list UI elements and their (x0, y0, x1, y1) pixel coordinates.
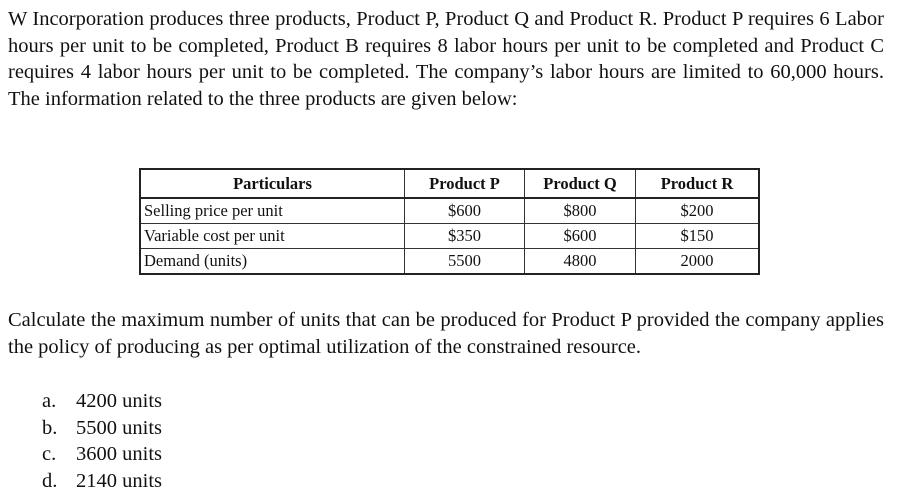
option-text: 4200 units (76, 390, 162, 412)
table-row (140, 198, 759, 224)
option-a (42, 388, 162, 415)
cell-variable-cost-r: $150 (636, 224, 760, 249)
cell-variable-cost-q: $600 (525, 224, 636, 249)
row-label-variable-cost: Variable cost per unit (140, 224, 405, 249)
header-product-r: Product R (636, 169, 760, 198)
cell-selling-price-r: $200 (636, 198, 760, 224)
cell-selling-price-q: $800 (525, 198, 636, 224)
header-particulars: Particulars (140, 169, 405, 198)
option-letter: a. (42, 390, 57, 412)
option-b (42, 415, 162, 442)
header-product-q: Product Q (525, 169, 636, 198)
option-text: 5500 units (76, 416, 162, 439)
option-text: 3600 units (76, 443, 162, 465)
row-label-selling-price: Selling price per unit (140, 198, 405, 224)
row-label-demand: Demand (units) (140, 249, 405, 275)
cell-selling-price-p: $600 (405, 198, 525, 224)
table-row (140, 249, 759, 275)
option-d (42, 468, 162, 495)
cell-demand-r: 2000 (636, 249, 760, 275)
option-letter: b. (42, 416, 58, 439)
header-product-p: Product P (405, 169, 525, 198)
product-info-table-container (139, 168, 760, 275)
table-header-row (140, 169, 759, 198)
cell-demand-p: 5500 (405, 249, 525, 275)
option-letter: d. (42, 469, 58, 492)
cell-variable-cost-p: $350 (405, 224, 525, 249)
question-text: Calculate the maximum number of units that can be produced for Product P provided the company applies the policy of producing as per optimal utilization of the constrained resource. (8, 309, 884, 358)
answer-options (42, 388, 162, 494)
option-letter: c. (42, 443, 57, 465)
cell-demand-q: 4800 (525, 249, 636, 275)
product-info-table (139, 168, 760, 275)
option-text: 2140 units (76, 469, 162, 492)
option-c (42, 441, 162, 468)
problem-statement: W Incorporation produces three products, Product P, Product Q and Product R. Product P requires 6 Labor hours per unit to be completed, Product B requires 8 labor hours per unit to be completed and Product C requires 4 labor hours per unit to be completed. The company’s labor hours are limited to 60,000 hours. The information related to the three products are given below: (8, 8, 884, 110)
table-row (140, 224, 759, 249)
